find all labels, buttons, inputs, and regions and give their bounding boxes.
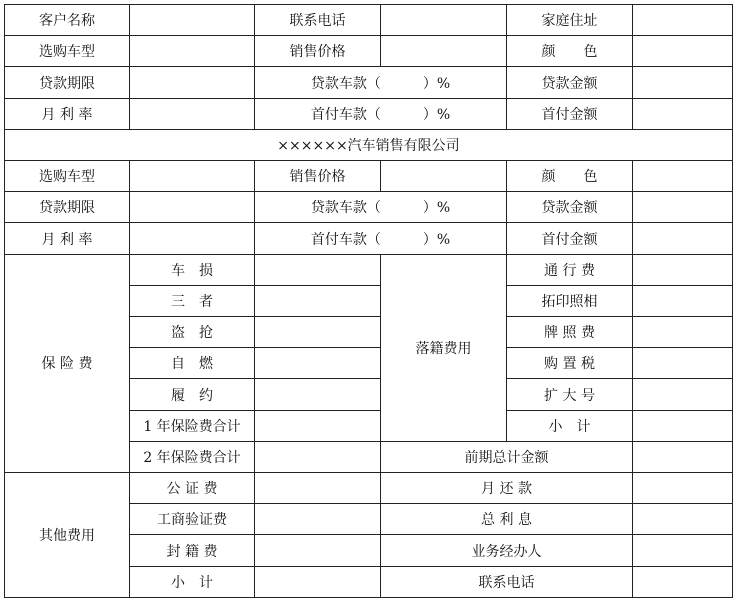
phone-label: 联系电话: [255, 5, 381, 36]
contact-phone-field[interactable]: [633, 566, 733, 597]
down-payment-percent-field-2[interactable]: 首付车款（ ）%: [255, 223, 507, 254]
color-label-2: 颜 色: [507, 161, 633, 192]
sale-price-field[interactable]: [381, 36, 507, 67]
other-item-business-verification: 工商验证费: [130, 504, 255, 535]
home-address-label: 家庭住址: [507, 5, 633, 36]
other-notary-field[interactable]: [255, 473, 381, 504]
down-payment-amount-label-2: 首付金额: [507, 223, 633, 254]
monthly-payment-label: 月 还 款: [381, 473, 633, 504]
insurance-1yr-total-field[interactable]: [255, 410, 381, 441]
monthly-rate-field-2[interactable]: [130, 223, 255, 254]
loan-percent-field-2[interactable]: 贷款车款（ ）%: [255, 192, 507, 223]
sale-price-label-2: 销售价格: [255, 161, 381, 192]
row-rate: [5, 98, 733, 129]
registration-enlarge-number-field[interactable]: [633, 379, 733, 410]
agent-label: 业务经办人: [381, 535, 633, 566]
down-payment-amount-label: 首付金额: [507, 98, 633, 129]
loan-amount-label-2: 贷款金额: [507, 192, 633, 223]
row-other-1: [5, 473, 733, 504]
customer-name-field[interactable]: [130, 5, 255, 36]
color-label: 颜 色: [507, 36, 633, 67]
total-interest-field[interactable]: [633, 504, 733, 535]
total-interest-label: 总 利 息: [381, 504, 633, 535]
upfront-total-label: 前期总计金额: [381, 441, 633, 472]
insurance-item-third-party: 三 者: [130, 285, 255, 316]
registration-item-plate: 牌 照 费: [507, 317, 633, 348]
loan-term-field[interactable]: [130, 67, 255, 98]
customer-name-label: 客户名称: [5, 5, 130, 36]
loan-term-label: 贷款期限: [5, 67, 130, 98]
registration-item-purchase-tax: 购 置 税: [507, 348, 633, 379]
insurance-item-vehicle-damage: 车 损: [130, 254, 255, 285]
row-insurance-1: [5, 254, 733, 285]
loan-percent-field[interactable]: 贷款车款（ ）%: [255, 67, 507, 98]
home-address-field[interactable]: [633, 5, 733, 36]
insurance-combustion-field[interactable]: [255, 348, 381, 379]
color-field[interactable]: [633, 36, 733, 67]
other-seal-registration-field[interactable]: [255, 535, 381, 566]
contact-phone-label: 联系电话: [381, 566, 633, 597]
car-loan-form-table: [4, 4, 733, 598]
other-item-seal-registration: 封 籍 费: [130, 535, 255, 566]
vehicle-model-field-2[interactable]: [130, 161, 255, 192]
registration-purchase-tax-field[interactable]: [633, 348, 733, 379]
registration-fee-label: 落籍费用: [381, 254, 507, 441]
row-vehicle-2: [5, 161, 733, 192]
loan-amount-label: 贷款金额: [507, 67, 633, 98]
insurance-item-performance: 履 约: [130, 379, 255, 410]
monthly-rate-label: 月 利 率: [5, 98, 130, 129]
insurance-title: 保 险 费: [5, 254, 130, 472]
registration-item-photo: 拓印照相: [507, 285, 633, 316]
other-item-subtotal: 小 计: [130, 566, 255, 597]
insurance-2yr-total-field[interactable]: [255, 441, 381, 472]
agent-field[interactable]: [633, 535, 733, 566]
row-company: [5, 129, 733, 160]
insurance-theft-field[interactable]: [255, 317, 381, 348]
insurance-performance-field[interactable]: [255, 379, 381, 410]
insurance-third-party-field[interactable]: [255, 285, 381, 316]
loan-amount-field[interactable]: [633, 67, 733, 98]
other-subtotal-field[interactable]: [255, 566, 381, 597]
other-fees-title: 其他费用: [5, 473, 130, 598]
phone-field[interactable]: [381, 5, 507, 36]
insurance-item-2yr-total: 2 年保险费合计: [130, 441, 255, 472]
loan-term-label-2: 贷款期限: [5, 192, 130, 223]
insurance-item-theft: 盗 抢: [130, 317, 255, 348]
row-loan-2: [5, 192, 733, 223]
insurance-item-combustion: 自 燃: [130, 348, 255, 379]
row-loan: [5, 67, 733, 98]
insurance-vehicle-damage-field[interactable]: [255, 254, 381, 285]
down-payment-amount-field-2[interactable]: [633, 223, 733, 254]
registration-toll-field[interactable]: [633, 254, 733, 285]
upfront-total-field[interactable]: [633, 441, 733, 472]
other-business-verification-field[interactable]: [255, 504, 381, 535]
registration-item-enlarge-number: 扩 大 号: [507, 379, 633, 410]
registration-item-toll: 通 行 费: [507, 254, 633, 285]
sale-price-label: 销售价格: [255, 36, 381, 67]
sale-price-field-2[interactable]: [381, 161, 507, 192]
company-title: ××××××汽车销售有限公司: [5, 129, 733, 160]
monthly-rate-label-2: 月 利 率: [5, 223, 130, 254]
row-customer: [5, 5, 733, 36]
loan-term-field-2[interactable]: [130, 192, 255, 223]
vehicle-model-label: 选购车型: [5, 36, 130, 67]
monthly-payment-field[interactable]: [633, 473, 733, 504]
registration-item-subtotal: 小 计: [507, 410, 633, 441]
row-vehicle: [5, 36, 733, 67]
other-item-notary: 公 证 费: [130, 473, 255, 504]
insurance-item-1yr-total: 1 年保险费合计: [130, 410, 255, 441]
color-field-2[interactable]: [633, 161, 733, 192]
down-payment-amount-field[interactable]: [633, 98, 733, 129]
monthly-rate-field[interactable]: [130, 98, 255, 129]
registration-plate-field[interactable]: [633, 317, 733, 348]
registration-subtotal-field[interactable]: [633, 410, 733, 441]
loan-amount-field-2[interactable]: [633, 192, 733, 223]
registration-photo-field[interactable]: [633, 285, 733, 316]
vehicle-model-label-2: 选购车型: [5, 161, 130, 192]
row-rate-2: [5, 223, 733, 254]
vehicle-model-field[interactable]: [130, 36, 255, 67]
down-payment-percent-field[interactable]: 首付车款（ ）%: [255, 98, 507, 129]
